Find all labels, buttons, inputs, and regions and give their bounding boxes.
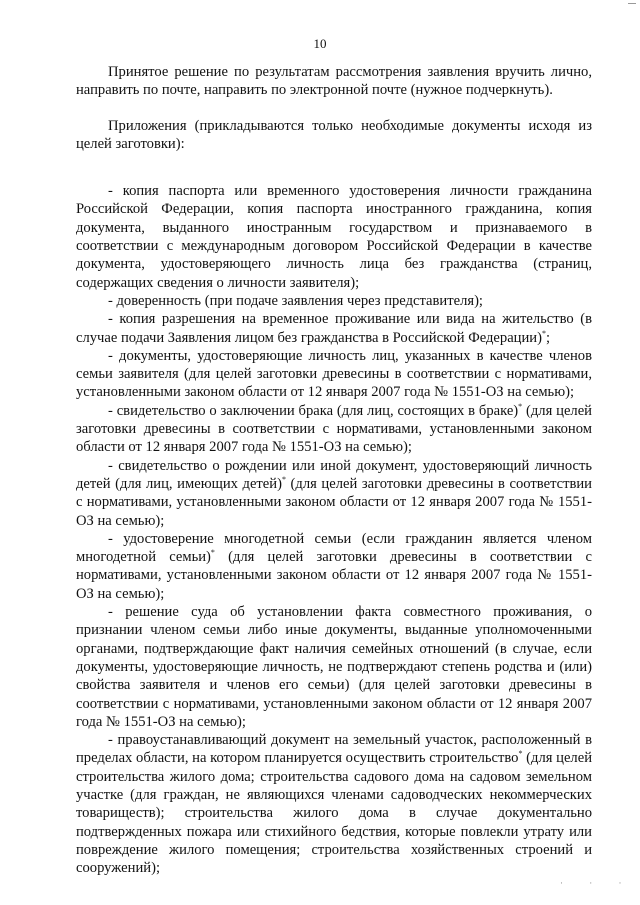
attachments-intro: Приложения (прикладываются только необходимые документы исходя из целей заготовки): <box>76 117 592 152</box>
footnote-asterisk: * <box>518 749 523 759</box>
footnote-asterisk: * <box>210 548 215 558</box>
scan-specks: · · · <box>560 878 634 888</box>
footnote-asterisk: * <box>281 474 286 484</box>
page-corner-mark <box>628 0 636 4</box>
list-item: - удостоверение многодетной семьи (если гражданин является членом многодетной семьи)* (для целей заготовки древесины в соответствии с нормативами, установленными законом области от 12 января 2007 года № 1551-ОЗ на семью); <box>76 530 592 602</box>
page-number: 10 <box>313 36 327 51</box>
decision-paragraph: Принятое решение по результатам рассмотрения заявления вручить лично, направить по почте, направить по электронной почте (нужное подчеркнуть). <box>76 64 592 99</box>
list-item: - копия разрешения на временное проживание или вида на жительство (в случае подачи Заявления лицом без гражданства в Российской Федерации)*; <box>76 311 592 346</box>
list-item: - доверенность (при подаче заявления через представителя); <box>108 292 483 309</box>
list-item: - свидетельство о заключении брака (для лиц, состоящих в браке)* (для целей заготовки древесины в соответствии с нормативами, установленными законом области от 12 января 2007 года № 1551-ОЗ на семью); <box>76 401 592 456</box>
list-item: - решение суда об установлении факта совместного проживания, о признании членом семьи либо иные документы, выданные уполномоченными органами, подтверждающие факт наличия семейных отношений (в случае, если документы, удостоверяющие личность, не подтверждают степень родства и (или) свойства заявителя и членов его семьи) (для целей заготовки древесины в соответствии с нормативами, установленными законом области от 12 января 2007 года № 1551-ОЗ на семью); <box>76 604 592 730</box>
list-item: - свидетельство о рождении или иной документ, удостоверяющий личность детей (для лиц, имеющих детей)* (для целей заготовки древесины в соответствии с нормативами, установленными законом области от 12 января 2007 года № 1551-ОЗ на семью); <box>76 457 592 529</box>
list-item: - правоустанавливающий документ на земельный участок, расположенный в пределах области, на котором планируется осуществить строительство* (для целей строительства жилого дома; строительства садового дома на садовом земельном участке (для граждан, не являющихся членами садоводческих некоммерческих товариществ); строительства жилого дома в случае документально подтвержденных пожара или стихийного бедствия, которые повлекли утрату или повреждение жилого помещения; строительства хозяйственных строений и сооружений); <box>76 732 593 877</box>
list-item: - документы, удостоверяющие личность лиц, указанных в качестве членов семьи заявителя (для целей заготовки древесины в соответствии с нормативами, установленными законом области от 12 января 2007 года № 1551-ОЗ на семью); <box>76 347 592 401</box>
footnote-asterisk: * <box>518 401 523 411</box>
document-body <box>76 63 592 877</box>
footnote-asterisk: * <box>541 328 546 338</box>
list-item: - копия паспорта или временного удостоверения личности гражданина Российской Федерации, копия паспорта иностранного гражданина, копия документа, выданного иностранным государством и признаваемого в соответствии с международным договором Российской Федерации в качестве документа, удостоверяющего личность лица без гражданства (страниц, содержащих сведения о личности заявителя); <box>76 183 592 291</box>
